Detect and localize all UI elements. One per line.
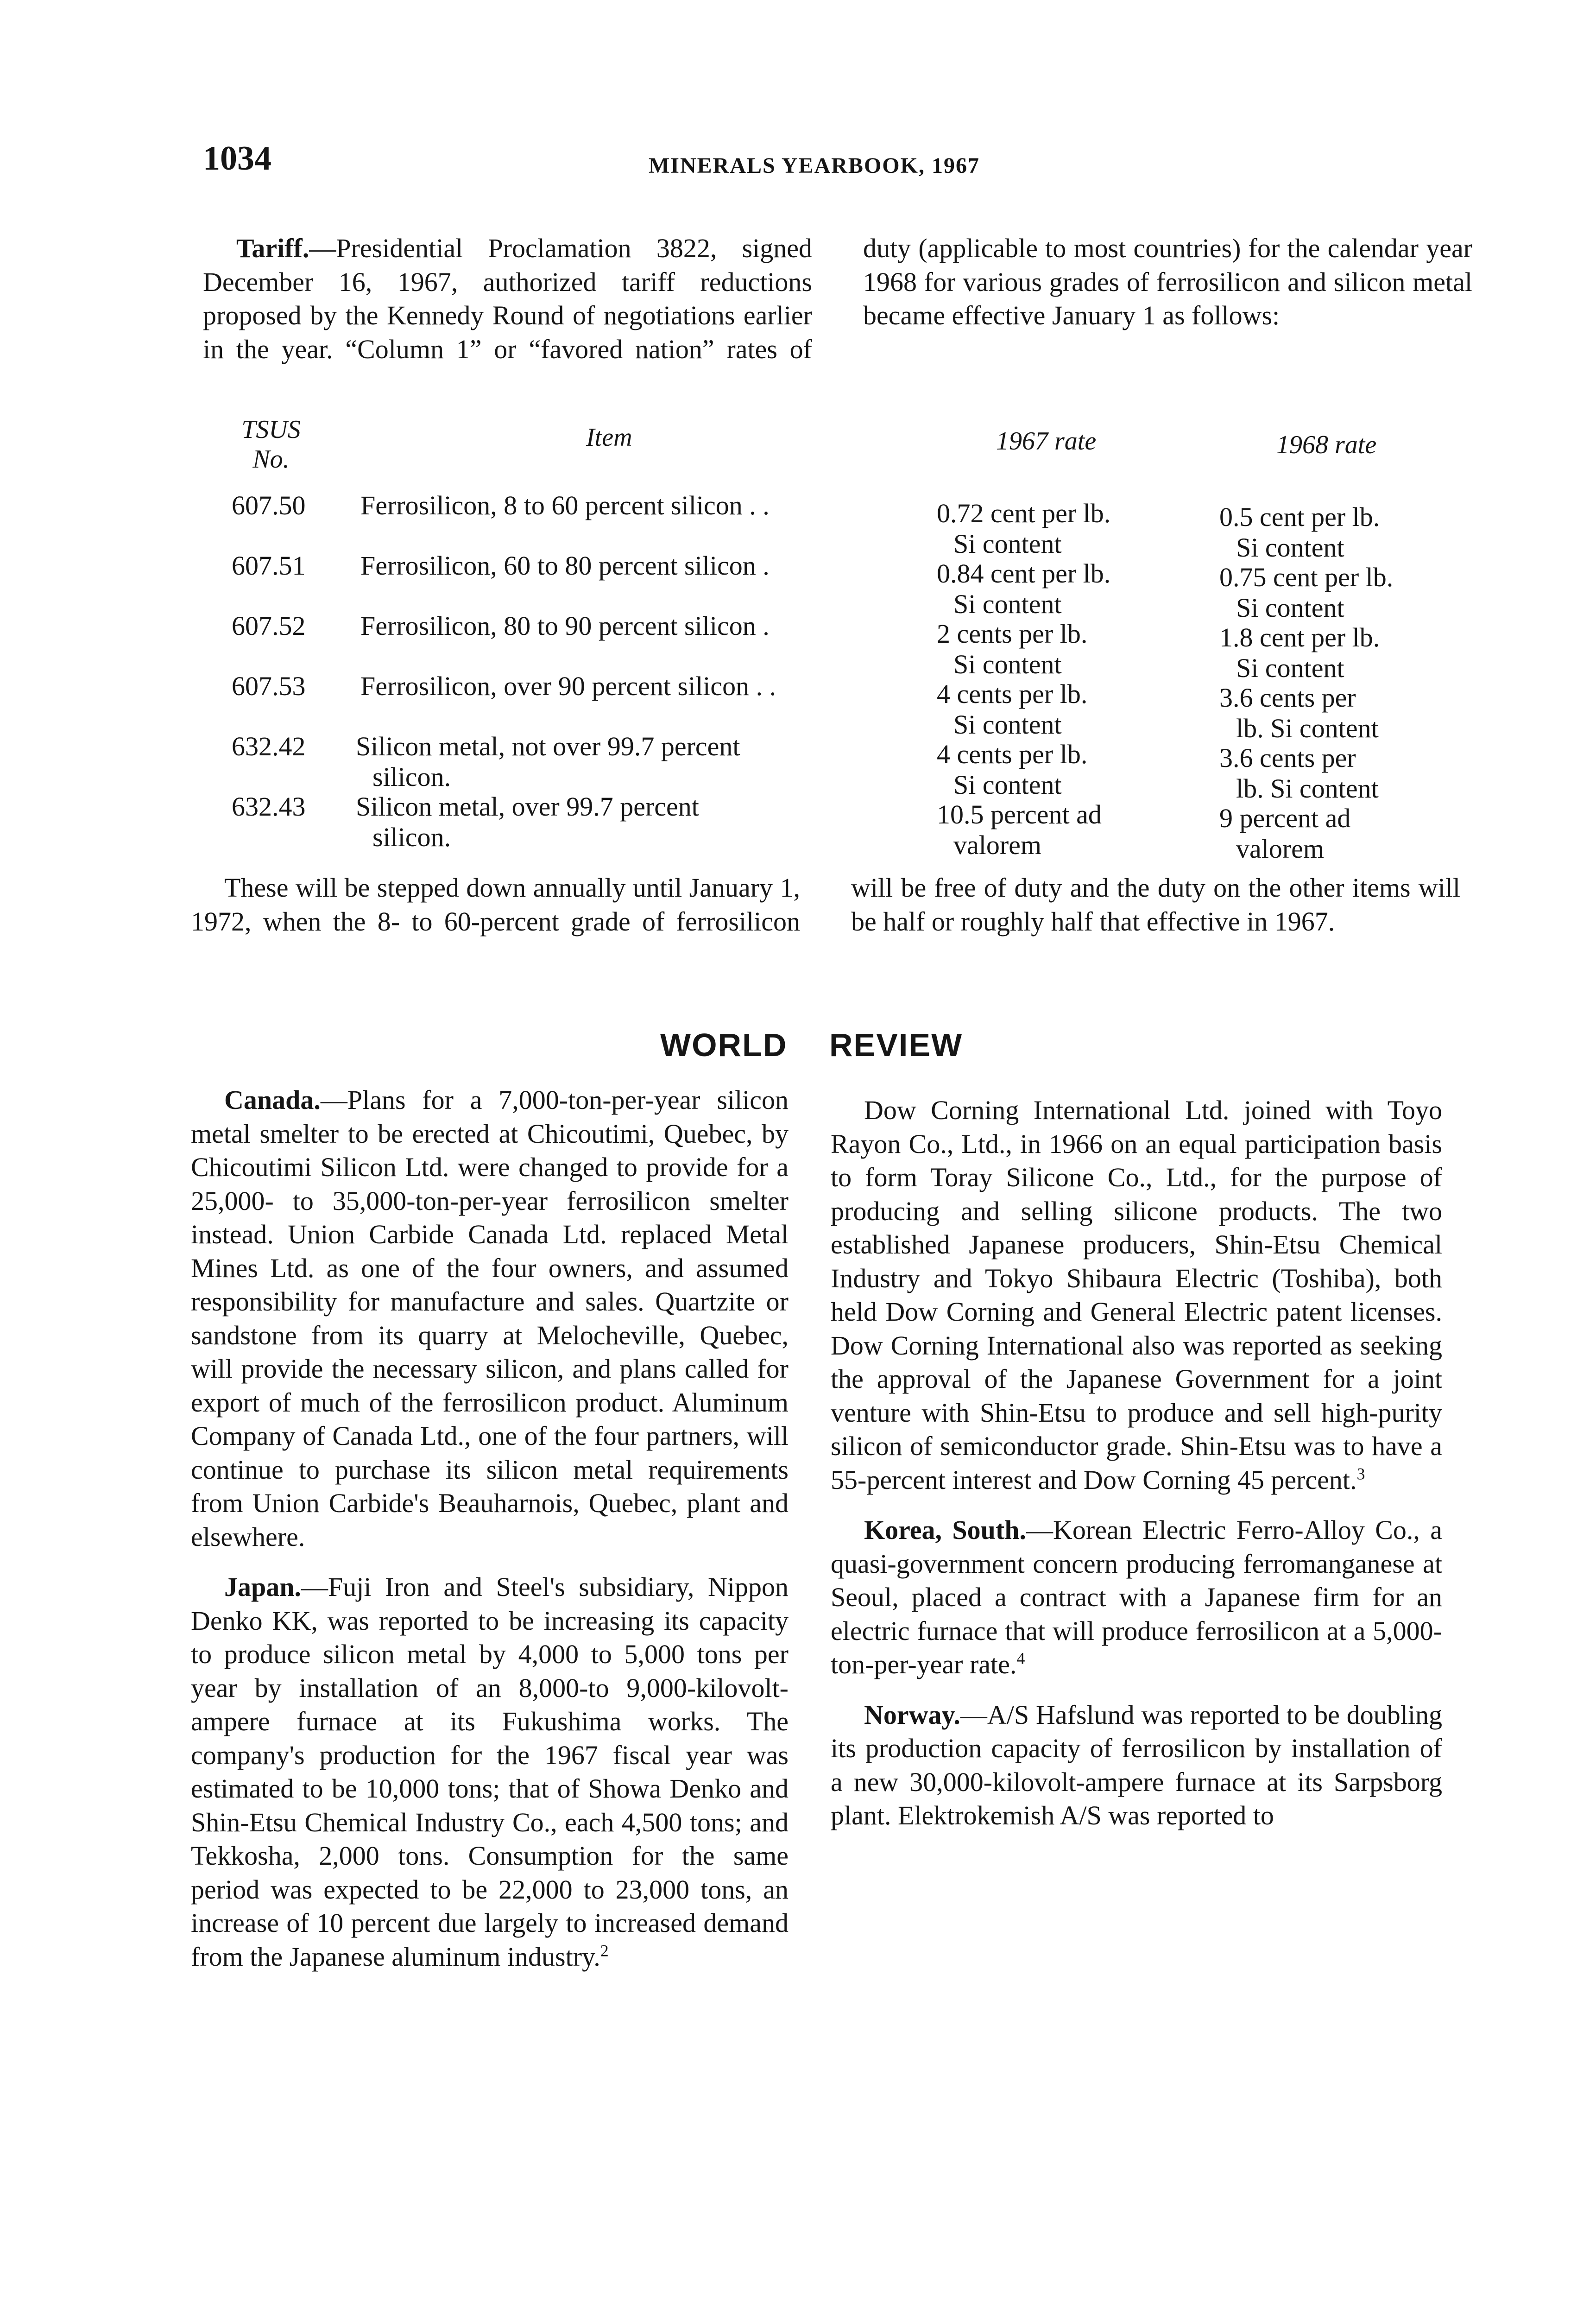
item-desc: Ferrosilicon, 80 to 90 percent silicon .: [360, 611, 770, 641]
section-heading-world: WORLD: [660, 1027, 788, 1063]
tsus-no: 632.43: [232, 791, 306, 822]
rate-1967: 2 cents per lb. Si content: [937, 619, 1088, 679]
rate-1968: 3.6 cents per lb. Si content: [1219, 683, 1379, 743]
norway-paragraph: Norway.—A/S Hafslund was reported to be doubling its production capacity of ferrosilicon by installation of a new 30,000-kilovolt-ampere furnace at its Sarpsborg plant. Elektrokemish A/S was reported to: [831, 1699, 1442, 1830]
rate-1968: 9 percent ad valorem: [1219, 803, 1351, 864]
left-column: [191, 1083, 789, 1974]
page-number: 1034: [203, 139, 271, 177]
rate-1968: 0.5 cent per lb. Si content: [1219, 502, 1380, 563]
japan-paragraph: Japan.—Fuji Iron and Steel's subsidiary, Nippon Denko KK, was reported to be increasing its capacity to produce silicon metal by 4,000 to 5,000 tons per year by installation of an 8,000-to 9,000-kilovolt-ampere furnace at its Fukushima works. The company's production for the 1967 fiscal year was estimated to be 10,000 tons; that of Showa Denko and Shin-Etsu Chemical Industry Co., each 4,500 tons; and Tekkosha, 2,000 tons. Consumption for the same period was expected to be 22,000 to 23,000 tons, an increase of 10 percent due largely to increased demand from the Japanese aluminum industry.$^2$: [191, 1572, 789, 1972]
rate-1968: 1.8 cent per lb. Si content: [1219, 622, 1380, 683]
canada-paragraph: Canada.—Plans for a 7,000-ton-per-year silicon metal smelter to be erected at Chicoutimi, Quebec, by Chicoutimi Silicon Ltd. were changed to provide for a 25,000- to 35,000-ton-per-year ferrosilicon smelter instead. Union Carbide Canada Ltd. replaced Metal Mines Ltd. as one of the four owners, and assumed responsibility for manufacture and sales. Quartzite or sandstone from its quarry at Melocheville, Quebec, will provide the necessary silicon, and plans called for export of much of the ferrosilicon product. Aluminum Company of Canada Ltd., one of the four partners, will continue to purchase its silicon metal requirements from Union Carbide's Beauharnois, Quebec, plant and elsewhere.: [191, 1085, 789, 1552]
tsus-no: 607.51: [232, 551, 306, 581]
th-item: Item: [586, 423, 632, 452]
item-desc: Ferrosilicon, 8 to 60 percent silicon . .: [360, 490, 770, 520]
rate-1967: 4 cents per lb. Si content: [937, 739, 1088, 800]
rate-1967: 4 cents per lb. Si content: [937, 679, 1088, 740]
tsus-no: 607.52: [232, 611, 306, 641]
item-desc: Ferrosilicon, 60 to 80 percent silicon .: [360, 551, 770, 581]
rate-1968: 0.75 cent per lb. Si content: [1219, 562, 1394, 623]
item-desc: Ferrosilicon, over 90 percent silicon . .: [360, 671, 776, 701]
item-desc: Silicon metal, not over 99.7 percent silicon.: [356, 731, 740, 792]
running-head: MINERALS YEARBOOK, 1967: [649, 153, 980, 178]
right-column: [831, 1094, 1442, 1833]
tariff-paragraph: [203, 232, 1472, 403]
tariff-text: —Presidential Proclamation 3822, signed December 16, 1967, authorized tariff reductions proposed by the Kennedy Round of negotiations earlier in the year. “Column 1” or “favored nation” rates of duty (applicable to most countries) for the calendar year 1968 for various grades of ferrosilicon and silicon metal became effective January 1 as follows:: [203, 233, 1472, 364]
tsus-no: 632.42: [232, 731, 306, 761]
korea-paragraph: Korea, South.—Korean Electric Ferro-Alloy Co., a quasi-government concern producing ferromanganese at Seoul, placed a contract with a Japanese firm for an electric furnace that will produce ferrosilicon at a 5,000-ton-per-year rate.$^4$: [831, 1515, 1442, 1679]
th-tsus-line1: TSUS: [241, 415, 301, 444]
dow-paragraph: Dow Corning International Ltd. joined with Toyo Rayon Co., Ltd., in 1966 on an equal participation basis to form Toray Silicone Co., Ltd., for the purpose of producing and selling silicone products. The two established Japanese producers, Shin-Etsu Chemical Industry and Tokyo Shibaura Electric (Toshiba), both held Dow Corning and General Electric patent licenses. Dow Corning International also was reported as seeking the approval of the Japanese Government for a joint venture with Shin-Etsu to produce and sell high-purity silicon of semiconductor grade. Shin-Etsu was to have a 55-percent interest and Dow Corning 45 percent.$^3$: [831, 1095, 1442, 1495]
after-table-paragraph: These will be stepped down annually until January 1, 1972, when the 8- to 60-percent grade of ferrosilicon will be free of duty and the duty on the other items will be half or roughly half that effective in 1967.: [191, 873, 1460, 937]
tsus-no: 607.50: [232, 490, 306, 520]
th-tsus-line2: No.: [252, 445, 290, 474]
rate-1967: 10.5 percent ad valorem: [937, 799, 1102, 860]
item-desc: Silicon metal, over 99.7 percent silicon.: [356, 791, 699, 852]
rate-1968: 3.6 cents per lb. Si content: [1219, 743, 1379, 804]
tariff-run-in: Tariff.: [236, 233, 309, 263]
rate-1967: 0.72 cent per lb. Si content: [937, 498, 1111, 559]
th-1968-rate: 1968 rate: [1276, 430, 1377, 459]
th-1967-rate: 1967 rate: [996, 427, 1097, 456]
section-heading-review: REVIEW: [829, 1027, 963, 1063]
rate-1967: 0.84 cent per lb. Si content: [937, 558, 1111, 619]
th-tsus: [232, 415, 310, 474]
tsus-no: 607.53: [232, 671, 306, 701]
